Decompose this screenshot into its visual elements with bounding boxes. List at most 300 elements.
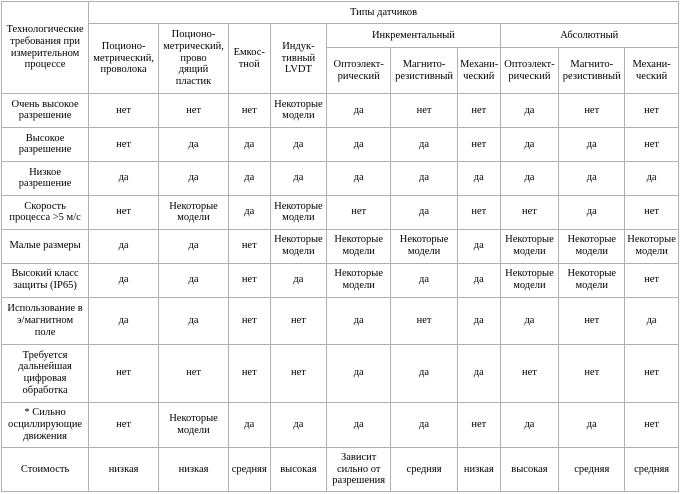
table-cell [500,402,559,447]
text-line: да [473,314,484,326]
text-line: Скорость [24,200,66,212]
text-line: нет [116,104,132,116]
text-line: нет [644,418,660,430]
column-header-incremental-magnetoresistive [391,48,458,94]
text-line: да [473,240,484,252]
table-row [2,263,679,297]
table-cell [625,447,679,491]
table-cell [327,402,391,447]
table-row [2,297,679,344]
text-line: нет [644,367,660,379]
text-line: да [118,314,129,326]
table-cell [391,195,458,229]
text-line: нет [116,138,132,150]
text-line: да [293,418,304,430]
table-cell [458,94,501,128]
table-cell [500,263,559,297]
text-line: да [419,138,430,150]
table-cell [458,402,501,447]
table-cell [159,94,229,128]
text-line: * Сильно [24,407,66,418]
table-cell [625,94,679,128]
text-line: проволока [100,64,147,76]
text-line: да [188,138,199,150]
text-line: Магнито- [402,58,446,70]
table-body [2,94,679,492]
text-line: низкая [463,463,494,475]
text-line: да [419,172,430,184]
text-line: да [586,206,597,218]
table-cell [89,229,159,263]
text-line: разрешение [18,144,72,156]
text-line: да [419,418,430,430]
table-cell [270,402,327,447]
table-cell [458,195,501,229]
table-cell [391,127,458,161]
text-line: нет [116,418,132,430]
table-cell [159,195,229,229]
text-line: модели [177,424,210,436]
text-line: Некоторые [627,234,676,246]
text-line: дальнейшая [18,361,72,373]
text-line: LVDT [284,64,312,76]
table-cell [391,94,458,128]
text-line: Некоторые [334,268,383,280]
text-line: разрешение [18,110,72,122]
table-cell [458,447,501,491]
table-cell [89,161,159,195]
text-line: модели [342,280,375,292]
text-line: да [293,172,304,184]
table-cell [159,229,229,263]
table-cell [159,297,229,344]
text-line: Некоторые [505,234,554,246]
text-line: нет [351,206,367,218]
table-cell [270,127,327,161]
table-row [2,161,679,195]
table-cell [270,195,327,229]
text-line: да [473,367,484,379]
text-line: да [473,172,484,184]
text-line: да [118,172,129,184]
table-cell [625,263,679,297]
text-line: Некоторые [334,234,383,246]
table-cell [89,127,159,161]
row-label [2,447,89,491]
text-line: высокая [511,463,548,475]
text-line: Индук- [282,40,315,52]
row-label [2,402,89,447]
text-line: тивный [281,52,316,64]
text-line: да [419,206,430,218]
row-label [2,344,89,402]
text-line: Высокое [25,132,65,144]
text-line: да [419,274,430,286]
table-cell [625,229,679,263]
text-line: Некоторые [274,98,323,110]
text-line: нет [471,418,487,430]
table-cell [458,344,501,402]
text-line: модели [513,280,546,292]
table-cell [228,127,270,161]
text-line: да [293,274,304,286]
table-cell [89,263,159,297]
text-line: нет [644,274,660,286]
text-line: да [188,274,199,286]
table-cell [458,263,501,297]
table-cell [270,161,327,195]
table-cell [500,297,559,344]
text-line: да [118,274,129,286]
text-line: нет [416,314,432,326]
column-header-capacitive [228,24,270,94]
text-line: да [188,172,199,184]
sensor-types-header: Типы датчиков [89,2,679,24]
text-line: модели [575,280,608,292]
table-cell [625,344,679,402]
text-line: нет [471,138,487,150]
text-line: измерительном [10,47,80,59]
table-row [2,94,679,128]
text-line: пластик [175,76,212,88]
table-cell [270,447,327,491]
text-line: метрический, [163,40,224,52]
column-header-potentiometric-wire [89,24,159,94]
sensor-comparison-table [1,1,679,492]
text-line: да [646,172,657,184]
text-line: да [353,172,364,184]
table-cell [228,344,270,402]
text-line: сильно от [336,463,381,475]
table-cell [327,94,391,128]
text-line: процесса >5 м/с [9,212,81,224]
table-cell [559,344,625,402]
text-line: нет [290,367,306,379]
table-cell [228,195,270,229]
text-line: Технологические [6,24,84,35]
table-cell [270,94,327,128]
text-line: нет [584,367,600,379]
table-cell [327,263,391,297]
table-cell [559,161,625,195]
table-cell [327,229,391,263]
text-line: нет [471,104,487,116]
text-line: нет [416,104,432,116]
table-cell [625,195,679,229]
text-line: средняя [574,463,610,475]
row-label [2,161,89,195]
text-line: да [293,138,304,150]
text-line: э/магнитном [17,314,74,326]
text-line: нет [186,104,201,116]
text-line: Использование в [7,303,83,315]
text-line: Требуется [22,349,68,361]
table-cell [458,297,501,344]
text-line: нет [116,206,132,218]
text-line: да [244,138,255,150]
text-line: осциллирующие [8,418,83,430]
requirements-header [2,2,89,94]
text-line: нет [241,104,257,116]
table-cell [559,263,625,297]
text-line: Стоимость [20,463,70,475]
table-row [2,127,679,161]
row-label [2,297,89,344]
text-line: низкая [108,463,139,475]
text-line: ческий [463,70,495,82]
column-header-incremental-mechanical [458,48,501,94]
header-row-1 [2,2,679,24]
table-cell [89,402,159,447]
text-line: нет [116,367,132,379]
text-line: да [188,314,199,326]
table-cell [559,297,625,344]
text-line: Механи- [460,58,499,70]
table-cell [228,94,270,128]
table-cell [327,447,391,491]
text-line: разрешения [332,475,386,487]
table-cell [89,297,159,344]
table-cell [500,161,559,195]
text-line: Малые размеры [9,240,81,252]
text-line: нет [241,367,257,379]
text-line: Некоторые [169,412,218,424]
table-cell [458,161,501,195]
text-line: да [244,418,255,430]
text-line: модели [575,246,608,258]
text-line: защиты (IP65) [13,280,77,292]
row-label [2,127,89,161]
text-line: нет [471,206,487,218]
text-line: тной [238,58,260,70]
table-cell [159,344,229,402]
text-line: нет [644,104,660,116]
table-cell [327,127,391,161]
text-line: нет [644,206,660,218]
table-cell [89,94,159,128]
table-cell [625,297,679,344]
text-line: модели [282,246,315,258]
text-line: да [419,367,430,379]
text-line: прово [180,52,207,64]
sensor-comparison-page [0,1,680,494]
text-line: Поционо- [171,29,216,41]
text-line: поле [34,326,56,338]
table-cell [559,402,625,447]
text-line: модели [342,246,375,258]
table-cell [500,229,559,263]
table-cell [391,447,458,491]
text-line: да [353,138,364,150]
text-line: движения [23,430,67,442]
text-line: да [524,172,535,184]
column-header-incremental-optoelectric [327,48,391,94]
table-cell [159,263,229,297]
text-line: да [524,314,535,326]
text-line: модели [282,212,315,224]
text-line: нет [186,367,201,379]
table-cell [391,229,458,263]
text-line: нет [522,367,537,379]
table-cell [228,229,270,263]
table-cell [500,344,559,402]
text-line: Некоторые [169,200,218,212]
text-line: модели [177,212,210,224]
table-cell [559,229,625,263]
text-line: дящий [178,64,209,76]
text-line: рический [508,70,551,82]
text-line: Высокий класс [11,268,79,280]
absolute-group-header: Абсолютный [500,24,678,48]
text-line: модели [513,246,546,258]
incremental-group-header: Инкрементальный [327,24,500,48]
text-line: метрический, [93,52,154,64]
text-line: нет [522,206,537,218]
table-cell [89,344,159,402]
column-header-inductive-lvdt [270,24,327,94]
row-label [2,229,89,263]
table-row [2,402,679,447]
table-cell [228,161,270,195]
text-line: нет [644,138,660,150]
text-line: Очень высокое [11,98,79,110]
text-line: да [244,206,255,218]
text-line: разрешение [18,178,72,190]
text-line: нет [241,314,257,326]
table-cell [228,402,270,447]
text-line: требования при [10,35,81,47]
table-row [2,447,679,491]
column-header-absolute-magnetoresistive [559,48,625,94]
table-cell [559,447,625,491]
text-line: да [353,418,364,430]
text-line: Механи- [632,58,671,70]
table-cell [327,161,391,195]
text-line: высокая [280,463,317,475]
text-line: да [524,138,535,150]
text-line: средняя [231,463,267,475]
table-cell [500,127,559,161]
table-cell [559,195,625,229]
table-cell [625,402,679,447]
text-line: процессе [24,59,66,71]
row-label [2,263,89,297]
text-line: рический [337,70,380,82]
table-row [2,344,679,402]
text-line: Оптоэлект- [333,58,384,70]
text-line: средняя [406,463,442,475]
table-cell [270,344,327,402]
column-header-potentiometric-plastic [159,24,229,94]
text-line: нет [584,104,600,116]
table-cell [391,344,458,402]
text-line: нет [290,314,306,326]
table-cell [391,263,458,297]
text-line: да [524,104,535,116]
text-line: средняя [634,463,670,475]
text-line: нет [584,314,600,326]
table-cell [228,263,270,297]
row-label [2,195,89,229]
text-line: обработка [22,384,68,396]
text-line: Некоторые [399,234,449,246]
text-line: модели [407,246,441,258]
table-cell [159,161,229,195]
text-line: Зависит [341,451,377,463]
text-line: да [188,240,199,252]
table-cell [391,402,458,447]
text-line: Низкое [29,166,62,178]
text-line: да [646,314,657,326]
text-line: модели [635,246,668,258]
table-cell [327,297,391,344]
text-line: да [353,104,364,116]
text-line: Некоторые [505,268,554,280]
text-line: резистивный [562,70,621,82]
table-cell [625,127,679,161]
column-header-absolute-mechanical [625,48,679,94]
table-cell [270,297,327,344]
table-row [2,229,679,263]
table-row [2,195,679,229]
header-row-2 [2,24,679,48]
table-cell [559,94,625,128]
column-header-absolute-optoelectric [500,48,559,94]
text-line: да [118,240,129,252]
text-line: Некоторые [567,268,617,280]
table-cell [625,161,679,195]
text-line: да [586,172,597,184]
text-line: да [353,314,364,326]
table-cell [89,195,159,229]
table-cell [270,229,327,263]
text-line: да [586,418,597,430]
text-line: Некоторые [274,200,323,212]
table-cell [500,94,559,128]
table-cell [559,127,625,161]
table-cell [327,344,391,402]
table-cell [391,161,458,195]
text-line: низкая [178,463,209,475]
text-line: Магнито- [570,58,614,70]
text-line: Поционо- [101,40,146,52]
text-line: ческий [635,70,668,82]
table-cell [270,263,327,297]
table-cell [327,195,391,229]
table-cell [159,402,229,447]
table-cell [89,447,159,491]
text-line: да [473,274,484,286]
table-cell [159,127,229,161]
table-cell [458,127,501,161]
table-cell [458,229,501,263]
table-cell [500,195,559,229]
text-line: Оптоэлект- [504,58,555,70]
table-cell [228,447,270,491]
text-line: Некоторые [274,234,323,246]
text-line: да [244,172,255,184]
text-line: Емкос- [233,46,265,58]
text-line: модели [282,110,315,122]
table-cell [159,447,229,491]
text-line: цифровая [23,373,67,385]
text-line: нет [241,274,257,286]
text-line: да [353,367,364,379]
text-line: да [586,138,597,150]
text-line: да [524,418,535,430]
text-line: нет [241,240,257,252]
table-cell [391,297,458,344]
